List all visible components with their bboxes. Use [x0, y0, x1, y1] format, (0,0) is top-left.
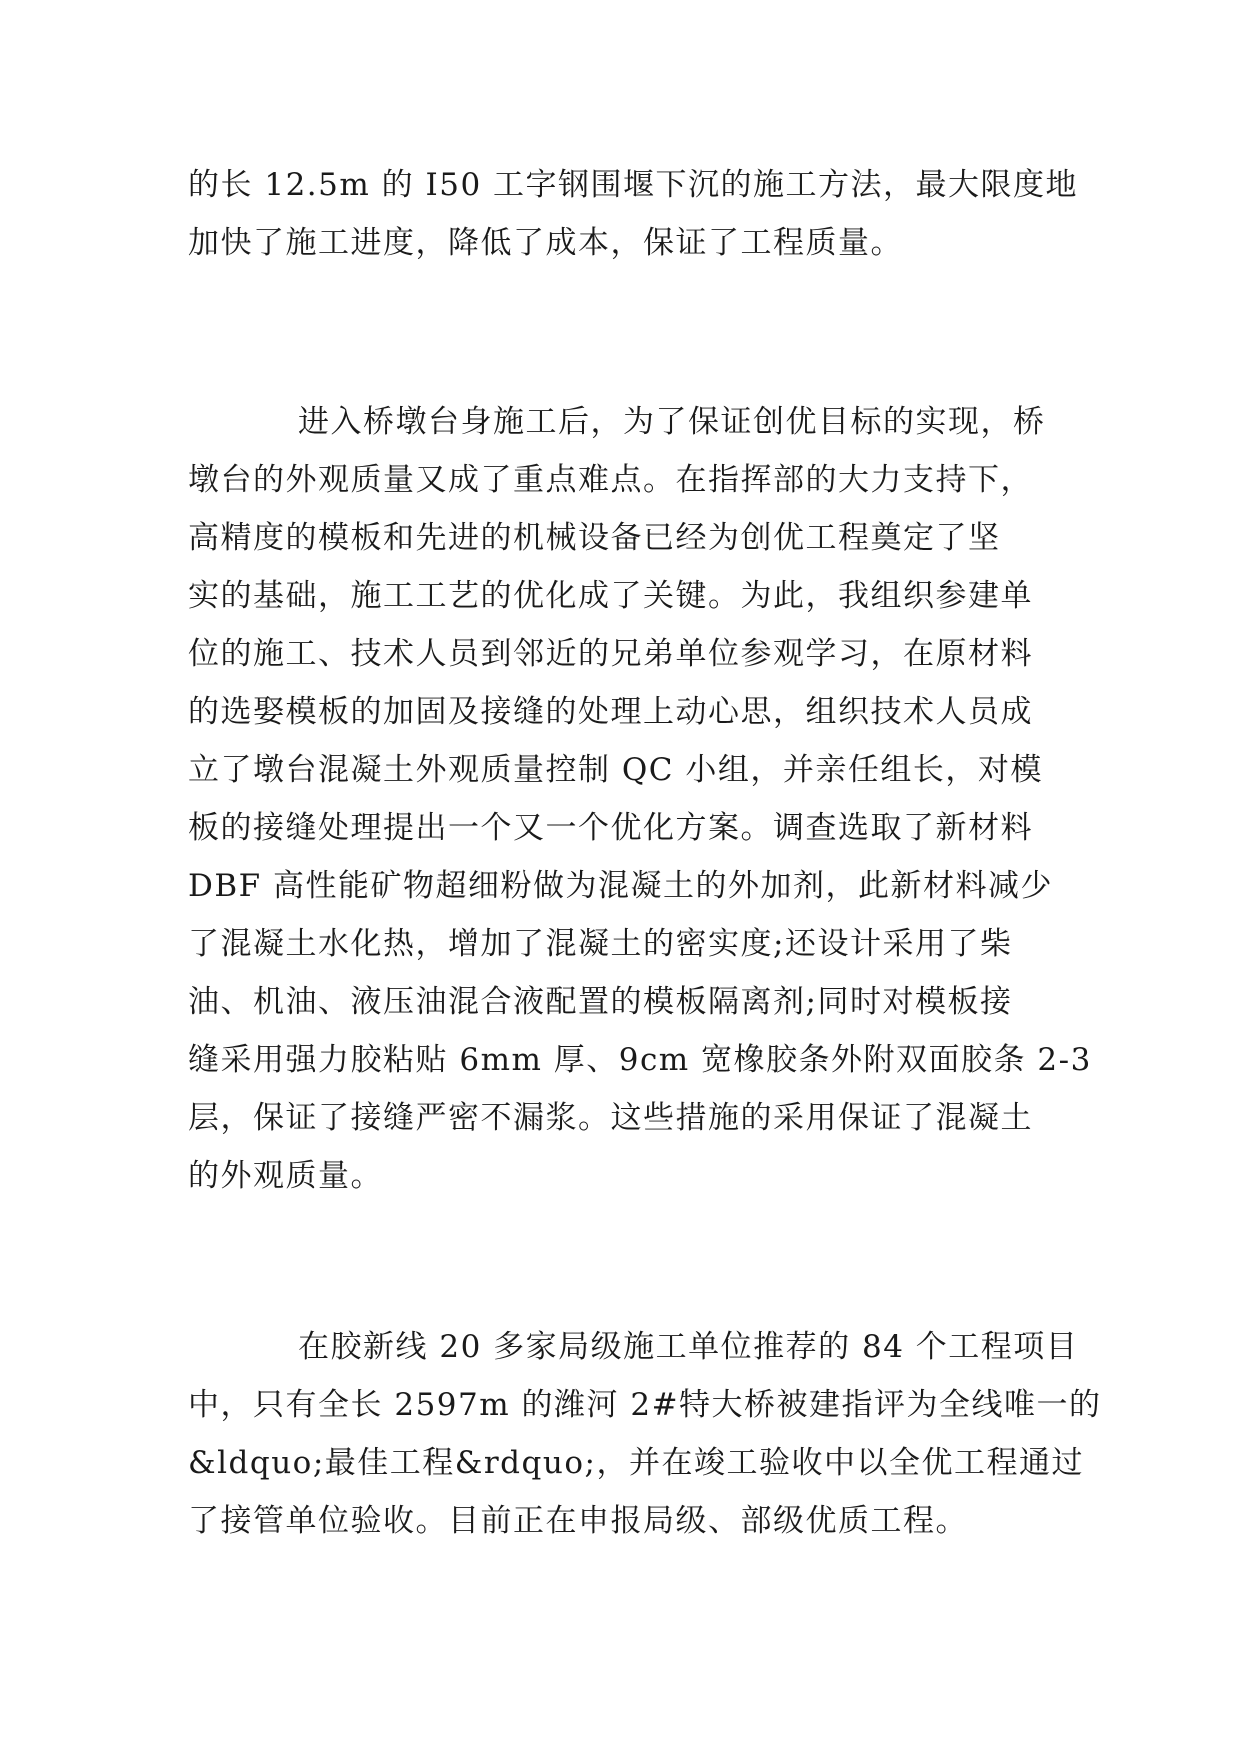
- text-line: 了混凝土水化热，增加了混凝土的密实度;还设计采用了柴: [188, 926, 1013, 962]
- text-line: 的长 12.5m 的 I50 工字钢围堰下沉的施工方法，最大限度地: [188, 167, 1079, 203]
- text-line: 实的基础，施工工艺的优化成了关键。为此，我组织参建单: [188, 578, 1033, 614]
- text-line: 缝采用强力胶粘贴 6mm 厚、9cm 宽橡胶条外附双面胶条 2-3: [188, 1042, 1092, 1078]
- text-line: &ldquo;最佳工程&rdquo;，并在竣工验收中以全优工程通过: [188, 1445, 1084, 1481]
- paragraph-pier-construction: [188, 393, 1092, 1205]
- text-line: 板的接缝处理提出一个又一个优化方案。调查选取了新材料: [188, 810, 1033, 846]
- text-line: 层，保证了接缝严密不漏浆。这些措施的采用保证了混凝土: [188, 1100, 1033, 1136]
- text-line: 位的施工、技术人员到邻近的兄弟单位参观学习，在原材料: [188, 636, 1033, 672]
- paragraph-continuation: [188, 156, 1079, 272]
- text-line: 了接管单位验收。目前正在申报局级、部级优质工程。: [188, 1503, 968, 1539]
- text-line: 的选娶模板的加固及接缝的处理上动心思，组织技术人员成: [188, 694, 1033, 730]
- text-line: 加快了施工进度，降低了成本，保证了工程质量。: [188, 225, 903, 261]
- text-line: 高精度的模板和先进的机械设备已经为创优工程奠定了坚: [188, 520, 1001, 556]
- text-line: 立了墩台混凝土外观质量控制 QC 小组，并亲任组长，对模: [188, 752, 1043, 788]
- text-line: 在胶新线 20 多家局级施工单位推荐的 84 个工程项目: [298, 1329, 1079, 1365]
- text-line: 油、机油、液压油混合液配置的模板隔离剂;同时对模板接: [188, 984, 1013, 1020]
- text-line: 的外观质量。: [188, 1158, 383, 1194]
- text-line: DBF 高性能矿物超细粉做为混凝土的外加剂，此新材料减少: [188, 868, 1053, 904]
- paragraph-best-project: [188, 1318, 1102, 1550]
- text-line: 中，只有全长 2597m 的潍河 2#特大桥被建指评为全线唯一的: [188, 1387, 1102, 1423]
- text-line: 进入桥墩台身施工后，为了保证创优目标的实现，桥: [298, 404, 1046, 440]
- text-line: 墩台的外观质量又成了重点难点。在指挥部的大力支持下，: [188, 462, 1033, 498]
